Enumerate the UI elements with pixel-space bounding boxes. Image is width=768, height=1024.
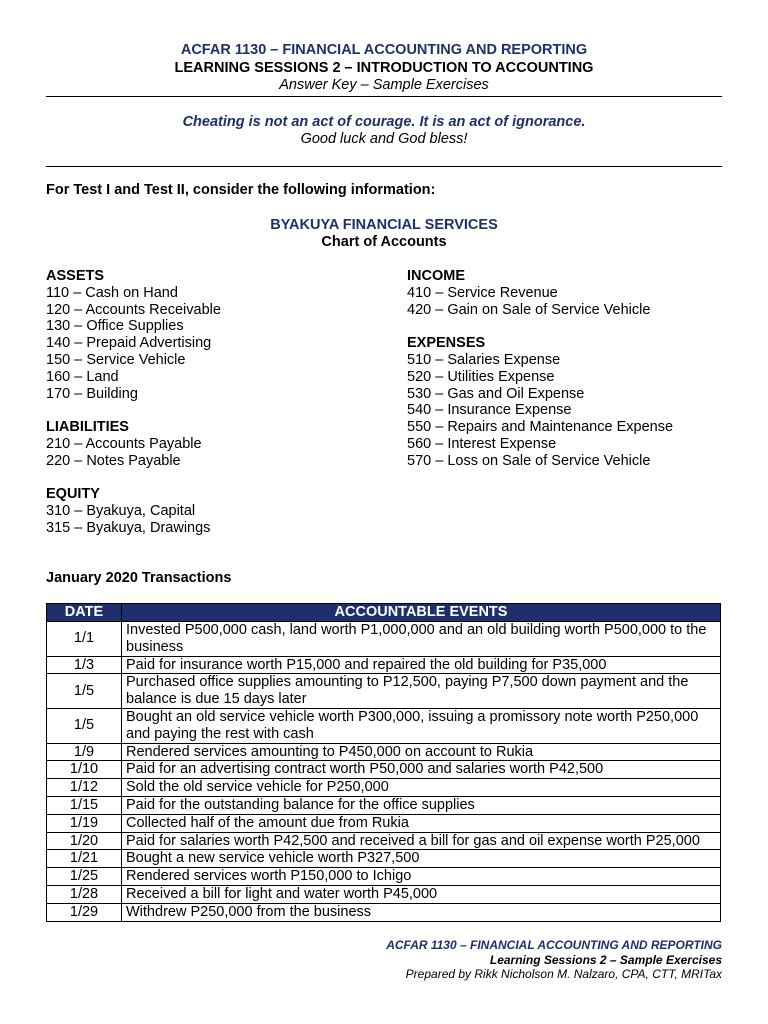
event-cell: Paid for an advertising contract worth P50,000 and salaries worth P42,500 bbox=[122, 761, 721, 779]
date-cell: 1/3 bbox=[47, 656, 122, 674]
transactions-table bbox=[46, 603, 721, 922]
account-item: 210 – Accounts Payable bbox=[46, 435, 202, 452]
chart-of-accounts-title: Chart of Accounts bbox=[321, 234, 447, 250]
session-title: LEARNING SESSIONS 2 – INTRODUCTION TO ACCOUNTING bbox=[174, 60, 594, 76]
date-cell: 1/10 bbox=[47, 761, 122, 779]
account-item: 550 – Repairs and Maintenance Expense bbox=[407, 419, 674, 436]
event-cell: Bought an old service vehicle worth P300,000, issuing a promissory note worth P250,000 and paying the rest with cash bbox=[122, 708, 721, 743]
event-cell: Paid for insurance worth P15,000 and repaired the old building for P35,000 bbox=[122, 656, 721, 674]
date-cell: 1/29 bbox=[47, 903, 122, 921]
table-row bbox=[47, 832, 721, 850]
date-cell: 1/21 bbox=[47, 850, 122, 868]
account-item: 570 – Loss on Sale of Service Vehicle bbox=[407, 452, 651, 469]
events-column-header: ACCOUNTABLE EVENTS bbox=[122, 604, 721, 622]
quote-line-2: Good luck and God bless! bbox=[300, 131, 468, 147]
table-row bbox=[47, 850, 721, 868]
date-cell: 1/28 bbox=[47, 885, 122, 903]
table-row bbox=[47, 796, 721, 814]
event-cell: Collected half of the amount due from Rukia bbox=[122, 814, 721, 832]
table-row bbox=[47, 779, 721, 797]
event-cell: Rendered services worth P150,000 to Ichigo bbox=[122, 868, 721, 886]
date-cell: 1/12 bbox=[47, 779, 122, 797]
intro-text: For Test I and Test II, consider the following information: bbox=[46, 182, 436, 198]
event-cell: Withdrew P250,000 from the business bbox=[122, 903, 721, 921]
footer-course-title: ACFAR 1130 – FINANCIAL ACCOUNTING AND REPORTING bbox=[386, 938, 722, 952]
date-cell: 1/9 bbox=[47, 743, 122, 761]
table-row bbox=[47, 903, 721, 921]
table-row bbox=[47, 814, 721, 832]
equity-heading: EQUITY bbox=[46, 486, 100, 503]
company-name: BYAKUYA FINANCIAL SERVICES bbox=[270, 217, 498, 233]
account-item: 530 – Gas and Oil Expense bbox=[407, 385, 585, 402]
document-subtitle: Answer Key – Sample Exercises bbox=[279, 77, 489, 93]
footer-session-title: Learning Sessions 2 – Sample Exercises bbox=[489, 953, 722, 967]
course-title: ACFAR 1130 – FINANCIAL ACCOUNTING AND REPORTING bbox=[180, 42, 588, 58]
accounts-right-column bbox=[407, 268, 673, 470]
accounts-left-column bbox=[46, 268, 221, 537]
income-heading: INCOME bbox=[407, 268, 465, 284]
account-item: 220 – Notes Payable bbox=[46, 452, 181, 469]
date-cell: 1/15 bbox=[47, 796, 122, 814]
event-cell: Bought a new service vehicle worth P327,500 bbox=[122, 850, 721, 868]
date-cell: 1/19 bbox=[47, 814, 122, 832]
event-cell: Paid for the outstanding balance for the office supplies bbox=[122, 796, 721, 814]
quote-line-1: Cheating is not an act of courage. It is an act of ignorance. bbox=[182, 114, 586, 130]
footer-author: Prepared by Rikk Nicholson M. Nalzaro, CPA, CTT, MRITax bbox=[405, 967, 722, 981]
account-item: 560 – Interest Expense bbox=[407, 435, 557, 452]
date-cell: 1/5 bbox=[47, 708, 122, 743]
account-item: 310 – Byakuya, Capital bbox=[46, 503, 196, 520]
liabilities-heading: LIABILITIES bbox=[46, 419, 129, 436]
account-item: 160 – Land bbox=[46, 368, 119, 385]
event-cell: Received a bill for light and water worth P45,000 bbox=[122, 885, 721, 903]
event-cell: Sold the old service vehicle for P250,000 bbox=[122, 779, 721, 797]
account-item: 540 – Insurance Expense bbox=[407, 402, 572, 419]
date-cell: 1/1 bbox=[47, 622, 122, 657]
date-cell: 1/25 bbox=[47, 868, 122, 886]
header-divider bbox=[46, 96, 722, 97]
expenses-heading: EXPENSES bbox=[407, 335, 486, 352]
account-item: 315 – Byakuya, Drawings bbox=[46, 519, 211, 536]
table-row bbox=[47, 674, 721, 709]
account-item: 110 – Cash on Hand bbox=[46, 284, 178, 301]
table-row bbox=[47, 868, 721, 886]
table-row bbox=[47, 656, 721, 674]
event-cell: Invested P500,000 cash, land worth P1,000,000 and an old building worth P500,000 to the business bbox=[122, 622, 721, 657]
event-cell: Rendered services amounting to P450,000 on account to Rukia bbox=[122, 743, 721, 761]
date-cell: 1/5 bbox=[47, 674, 122, 709]
transactions-title: January 2020 Transactions bbox=[46, 570, 232, 586]
table-row bbox=[47, 708, 721, 743]
account-item: 140 – Prepaid Advertising bbox=[46, 335, 212, 352]
account-item: 510 – Salaries Expense bbox=[407, 351, 561, 368]
account-item: 420 – Gain on Sale of Service Vehicle bbox=[407, 301, 651, 318]
table-header-row bbox=[47, 604, 721, 622]
table-row bbox=[47, 761, 721, 779]
account-item: 130 – Office Supplies bbox=[46, 318, 184, 335]
event-cell: Paid for salaries worth P42,500 and received a bill for gas and oil expense worth P25,000 bbox=[122, 832, 721, 850]
table-row bbox=[47, 622, 721, 657]
account-item: 520 – Utilities Expense bbox=[407, 368, 555, 385]
quote-divider bbox=[46, 166, 722, 167]
date-column-header: DATE bbox=[47, 604, 122, 622]
account-item: 120 – Accounts Receivable bbox=[46, 301, 221, 318]
account-item: 150 – Service Vehicle bbox=[46, 351, 186, 368]
event-cell: Purchased office supplies amounting to P12,500, paying P7,500 down payment and the balance is due 15 days later bbox=[122, 674, 721, 709]
table-row bbox=[47, 885, 721, 903]
table-row bbox=[47, 743, 721, 761]
account-item: 170 – Building bbox=[46, 385, 138, 402]
date-cell: 1/20 bbox=[47, 832, 122, 850]
assets-heading: ASSETS bbox=[46, 268, 105, 284]
account-item: 410 – Service Revenue bbox=[407, 284, 558, 301]
